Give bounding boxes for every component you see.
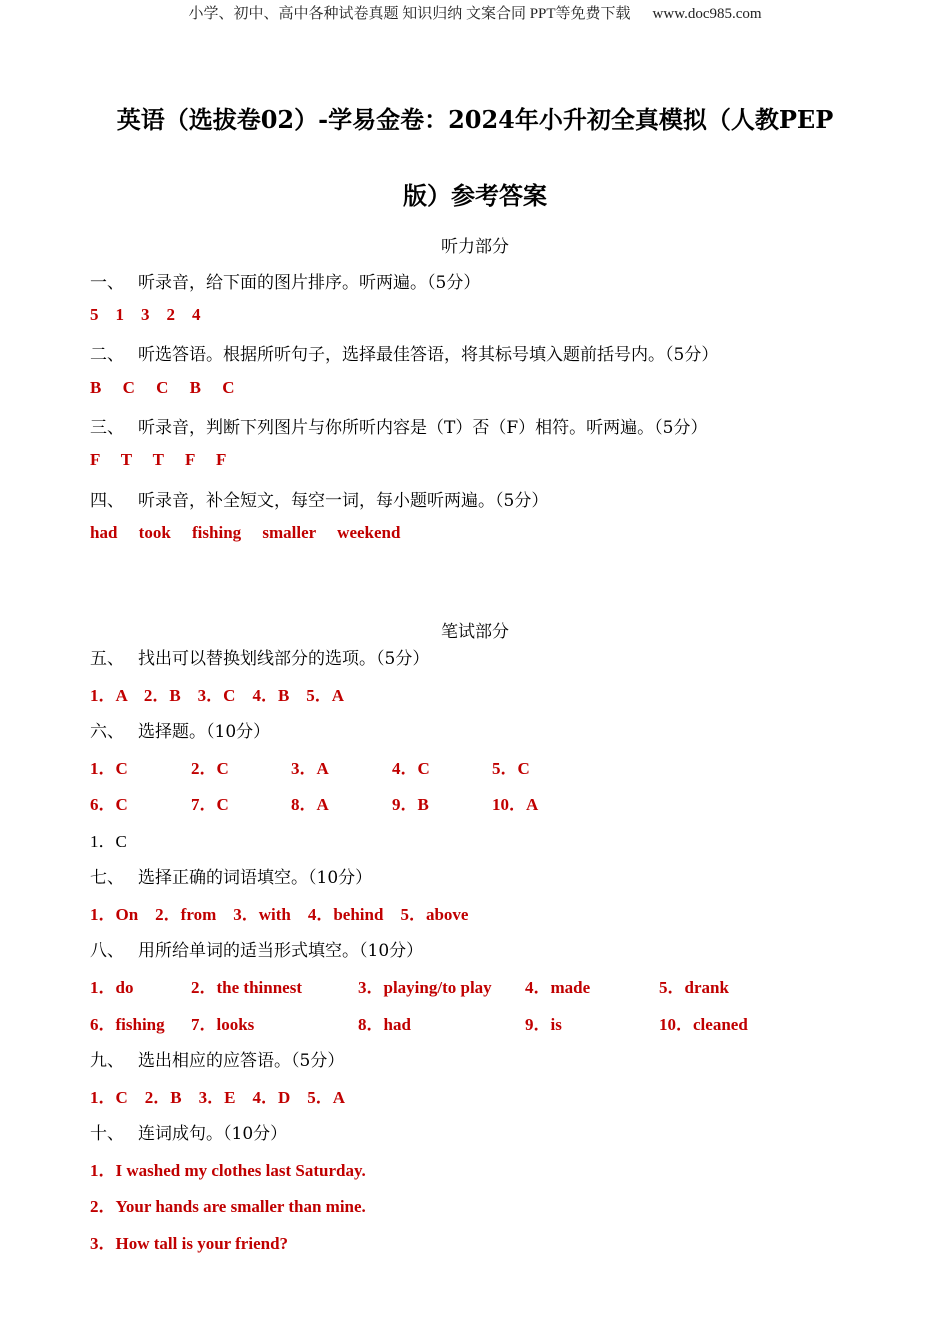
answer-item: 7．C	[191, 795, 229, 814]
answer-item: 2．C	[191, 759, 229, 778]
answer-1: 5 1 3 2 4	[90, 305, 201, 324]
answer-item: 10．cleaned	[659, 1015, 748, 1034]
page-header	[0, 2, 950, 23]
answer-item: 4．C	[392, 759, 430, 778]
question-text: 听录音，判断下列图片与你所听内容是（T）否（F）相符。听两遍。（5分）	[138, 418, 708, 438]
question-number: 五、	[90, 649, 124, 669]
question-6	[90, 717, 270, 742]
question-number: 四、	[90, 491, 124, 511]
answer-item: 8．A	[291, 795, 329, 814]
answer-item: 7．looks	[191, 1015, 255, 1034]
question-text: 听选答语。根据所听句子，选择最佳答语，将其标号填入题前括号内。（5分）	[138, 345, 719, 365]
question-number: 七、	[90, 868, 124, 888]
question-text: 用所给单词的适当形式填空。（10分）	[138, 941, 424, 961]
question-number: 十、	[90, 1124, 124, 1144]
answer-item: 3．A	[291, 759, 329, 778]
question-text: 连词成句。（10分）	[138, 1124, 288, 1144]
answer-6-extra: 1．C	[90, 832, 127, 851]
question-text: 选择正确的词语填空。（10分）	[138, 868, 373, 888]
question-4	[90, 486, 548, 511]
question-text: 选择题。（10分）	[138, 722, 271, 742]
answer-item: 4．made	[525, 978, 591, 997]
answer-item: 8．had	[358, 1015, 411, 1034]
header-text: 小学、初中、高中各种试卷真题 知识归纳 文案合同 PPT等免费下载	[188, 6, 631, 22]
answer-2: B C C B C	[90, 378, 235, 397]
question-text: 找出可以替换划线部分的选项。（5分）	[138, 649, 430, 669]
answer-item: 10．A	[492, 795, 539, 814]
answer-10-line2: 2．Your hands are smaller than mine.	[90, 1197, 366, 1216]
answer-7: 1．On 2．from 3．with 4．behind 5．above	[90, 905, 469, 924]
question-3	[90, 413, 707, 438]
question-number: 六、	[90, 722, 124, 742]
answer-10-line1: 1．I washed my clothes last Saturday.	[90, 1161, 366, 1180]
document-title-line1: 英语（选拔卷02）-学易金卷：2024年小升初全真模拟（人教PEP	[116, 105, 834, 134]
answer-item: 3．playing/to play	[358, 978, 492, 997]
question-number: 一、	[90, 273, 124, 293]
question-1	[90, 268, 480, 293]
question-number: 九、	[90, 1051, 124, 1071]
question-2	[90, 340, 718, 365]
answer-item: 9．B	[392, 795, 429, 814]
document-title-line2: 版）参考答案	[403, 181, 547, 210]
answer-item: 6．fishing	[90, 1015, 165, 1034]
question-text: 听录音，补全短文，每空一词，每小题听两遍。（5分）	[138, 491, 549, 511]
question-number: 八、	[90, 941, 124, 961]
answer-item: 5．C	[492, 759, 530, 778]
answer-item: 5．drank	[659, 978, 729, 997]
question-number: 三、	[90, 418, 124, 438]
answer-item: 1．C	[90, 759, 128, 778]
answer-5: 1．A 2．B 3．C 4．B 5．A	[90, 686, 345, 705]
answer-item: 6．C	[90, 795, 128, 814]
answer-9: 1．C 2．B 3．E 4．D 5．A	[90, 1088, 346, 1107]
answer-3: F T T F F	[90, 450, 227, 469]
answer-4: had took fishing smaller weekend	[90, 523, 401, 542]
question-10	[90, 1119, 287, 1144]
listening-heading: 听力部分	[441, 237, 509, 257]
writing-heading: 笔试部分	[441, 622, 509, 642]
answer-item: 9．is	[525, 1015, 562, 1034]
question-7	[90, 863, 372, 888]
question-5	[90, 644, 429, 669]
question-9	[90, 1046, 344, 1071]
header-url[interactable]: www.doc985.com	[652, 6, 762, 22]
question-text: 选出相应的应答语。（5分）	[138, 1051, 345, 1071]
answer-item: 2．the thinnest	[191, 978, 302, 997]
question-number: 二、	[90, 345, 124, 365]
answer-10-line3: 3．How tall is your friend?	[90, 1234, 289, 1253]
question-8	[90, 936, 423, 961]
answer-item: 1．do	[90, 978, 134, 997]
question-text: 听录音，给下面的图片排序。听两遍。（5分）	[138, 273, 481, 293]
